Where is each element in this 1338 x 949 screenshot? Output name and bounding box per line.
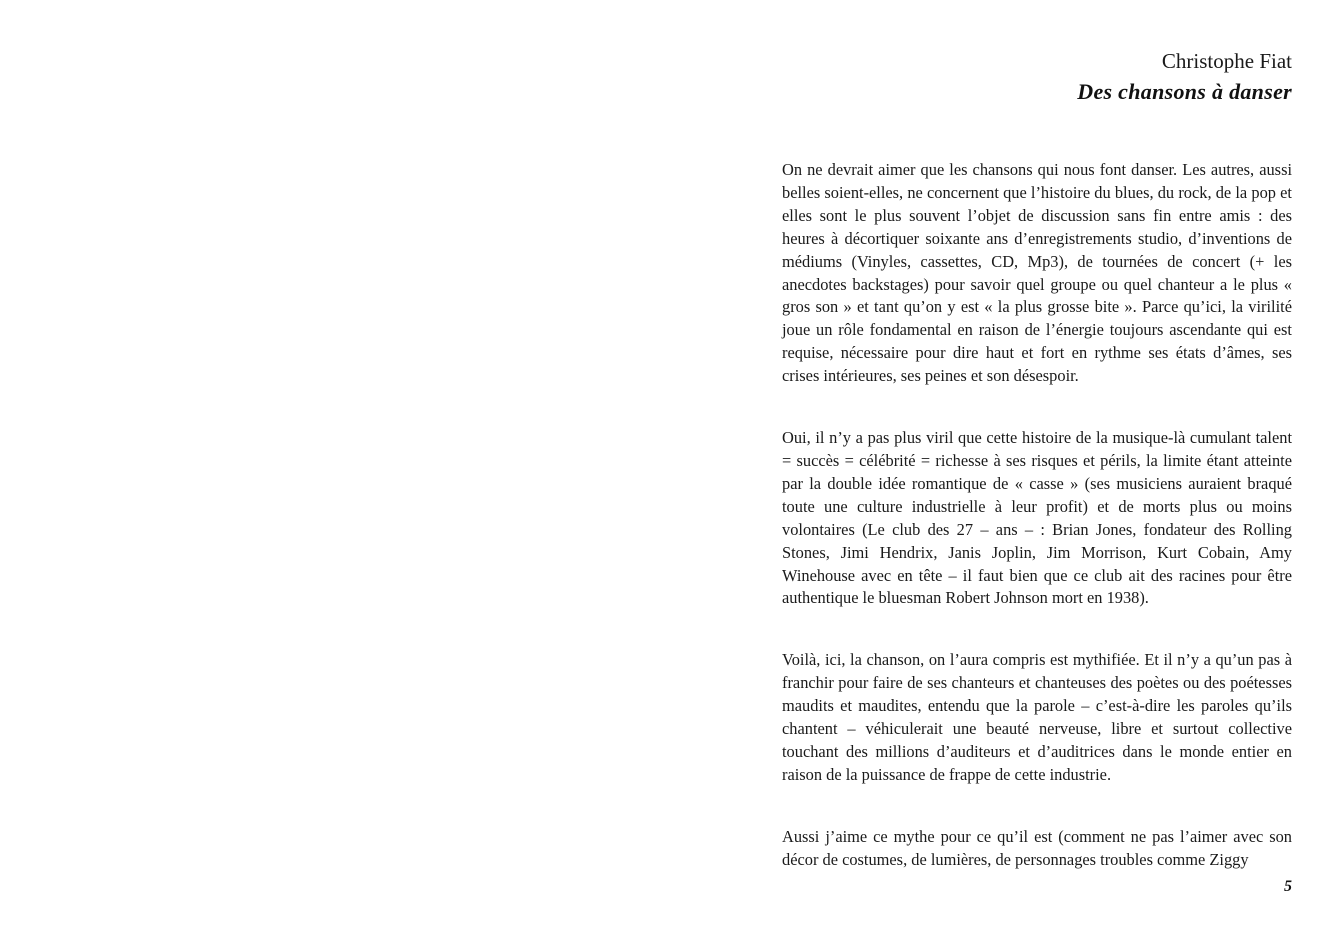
right-page	[669, 0, 1338, 949]
body-text	[782, 159, 1292, 911]
paragraph: On ne devrait aimer que les chansons qui nous font danser. Les autres, aussi belles soient-elles, ne concernent que l’histoire du blues, du rock, de la pop et elles sont le plus souvent l’objet de discussion sans fin entre amis : des heures à décortiquer soixante ans d’enregistrements studio, d’inventions de médiums (Vinyles, cassettes, CD, Mp3), de tournées de concert (+ les anecdotes backstages) pour savoir quel groupe ou quel chanteur a le plus « gros son » et tant qu’on y est « la plus grosse bite ». Parce qu’ici, la virilité joue un rôle fondamental en raison de l’énergie toujours ascendante qui est requise, nécessaire pour dire haut et fort en rythme ses états d’âmes, ses crises intérieures, ses peines et son désespoir.	[782, 160, 1292, 386]
paragraph: Oui, il n’y a pas plus viril que cette histoire de la musique-là cumulant talent = succès = célébrité = richesse à ses risques et périls, la limite étant atteinte par la double idée romantique de « casse » (ses musiciens auraient braqué toute une culture industrielle à leur profit) et de morts plus ou moins volontaires (Le club des 27 – ans – : Brian Jones, fondateur des Rolling Stones, Jimi Hendrix, Janis Joplin, Jim Morrison, Kurt Cobain, Amy Winehouse avec en tête – il faut bien que ce club ait des racines pour être authentique le bluesman Robert Johnson mort en 1938).	[782, 428, 1292, 608]
page-number: 5	[1284, 878, 1292, 895]
author-name: Christophe Fiat	[1161, 49, 1292, 73]
paragraph: Aussi j’aime ce mythe pour ce qu’il est (comment ne pas l’aimer avec son décor de costumes, de lumières, de personnages troubles comme Ziggy	[782, 826, 1292, 869]
paragraph: Voilà, ici, la chanson, on l’aura compris est mythifiée. Et il n’y a qu’un pas à franchir pour faire de ses chanteurs et chanteuses des poètes ou des poétesses maudits et maudites, entendu que la parole – c’est-à-dire les paroles qu’ils chantent – véhiculerait une beauté nerveuse, libre et surtout collective touchant des millions d’auditeurs et d’auditrices dans le monde entier en raison de la puissance de frappe de cette industrie.	[782, 650, 1292, 784]
chapter-title: Des chansons à danser	[1077, 79, 1292, 104]
